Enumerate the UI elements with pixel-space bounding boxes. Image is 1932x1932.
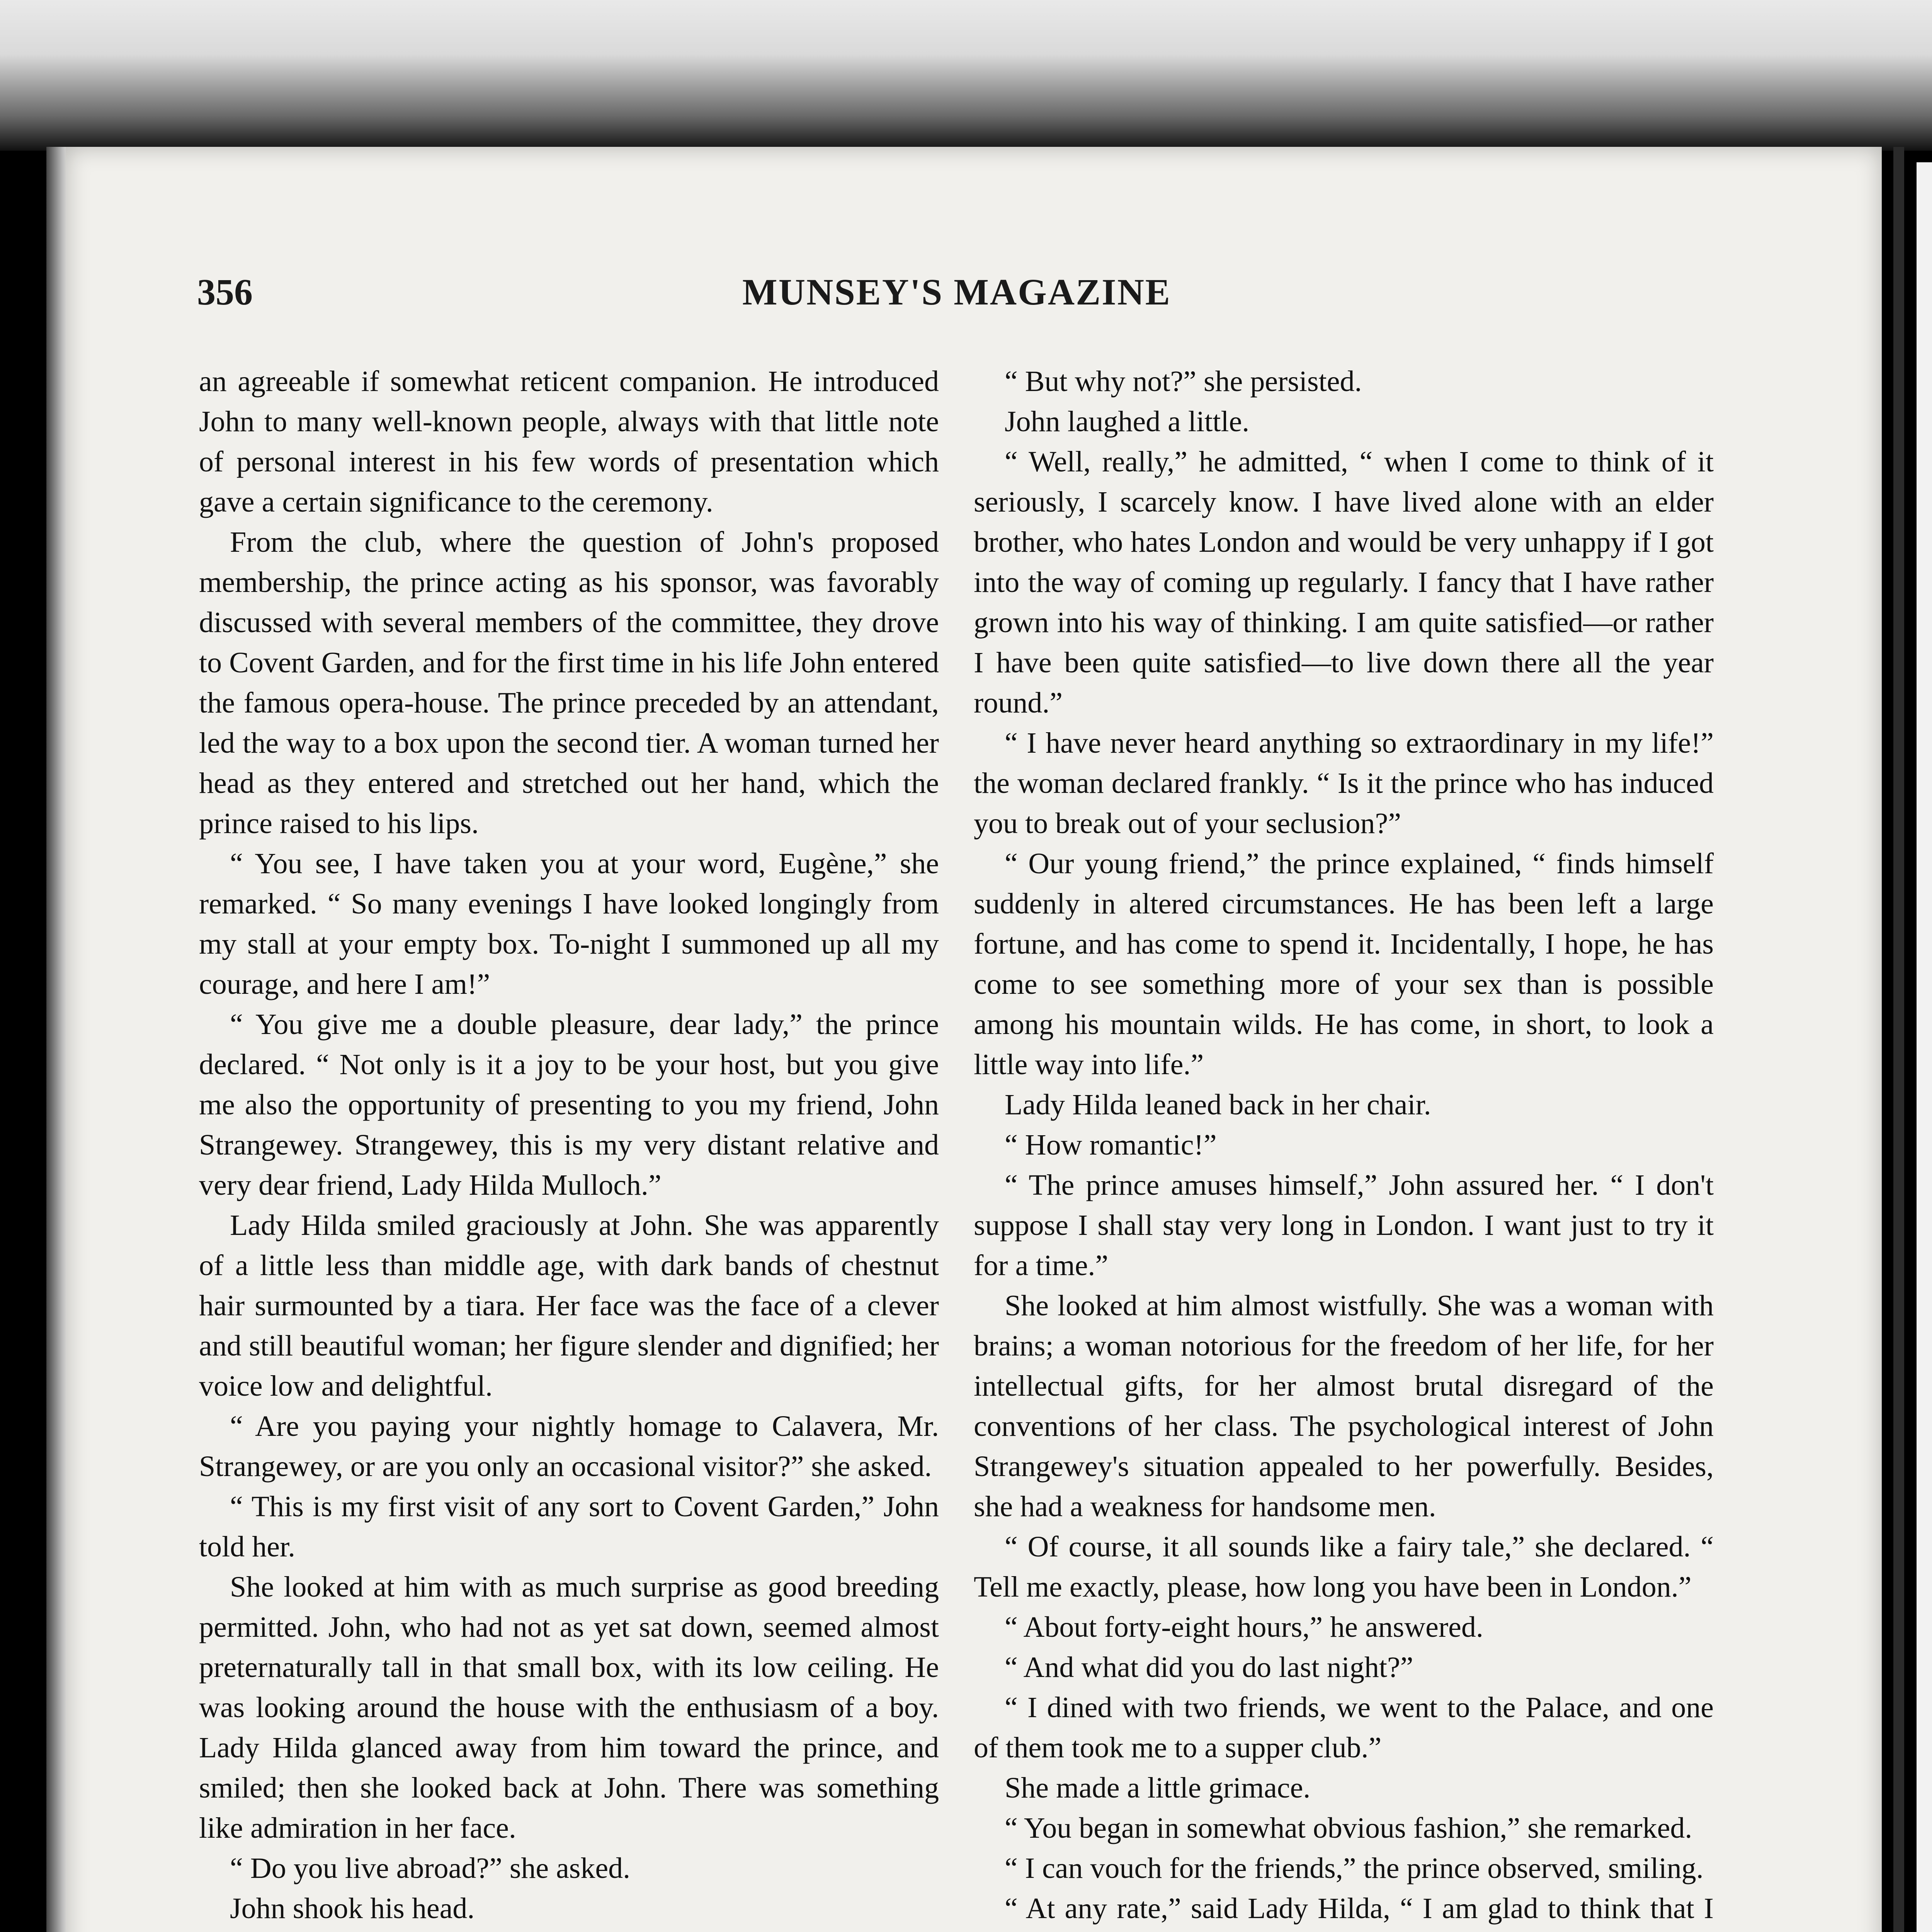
paragraph: “ Are you paying your nightly homage to Calavera, Mr. Strangewey, or are you only an occasional visitor?” she asked. xyxy=(199,1410,939,1483)
running-head xyxy=(0,270,1932,313)
paragraph: John laughed a little. xyxy=(1005,405,1250,438)
page-number: 356 xyxy=(197,271,253,313)
paragraph: “ You began in somewhat obvious fashion,” she remarked. xyxy=(1005,1812,1692,1844)
paragraph: Lady Hilda leaned back in her chair. xyxy=(1005,1088,1431,1121)
paragraph: “ How romantic!” xyxy=(1005,1129,1217,1161)
paragraph: “ And what did you do last night?” xyxy=(1005,1651,1413,1684)
paragraph: John shook his head. xyxy=(230,1892,475,1925)
paragraph: “ Do you live abroad?” she asked. xyxy=(230,1852,631,1884)
paragraph: “ This is my first visit of any sort to Covent Garden,” John told her. xyxy=(199,1490,939,1563)
left-text-column xyxy=(199,361,939,1932)
paragraph xyxy=(199,1929,939,1932)
facing-page-strip xyxy=(1917,162,1932,1932)
paragraph: “ I can vouch for the friends,” the prince observed, smiling. xyxy=(1005,1852,1704,1884)
paragraph: “ I dined with two friends, we went to the Palace, and one of them took me to a supper club.” xyxy=(974,1691,1714,1764)
paragraph: “ The prince amuses himself,” John assured her. “ I don't suppose I shall stay very long in London. I want just to try it for a time.” xyxy=(974,1169,1714,1282)
paragraph: From the club, where the question of John's proposed membership, the prince acting as his sponsor, was favorably discussed with several members of the committee, they drove to Covent Garden, and for the first time in his life John entered the famous opera-house. The prince preceded by an attendant, led the way to a box upon the second tier. A woman turned her head as they entered and stretched out her hand, which the prince raised to his lips. xyxy=(199,526,939,840)
right-text-column xyxy=(974,361,1714,1932)
paragraph: “ About forty-eight hours,” he answered. xyxy=(1005,1611,1483,1643)
scan-top-edge xyxy=(0,0,1932,151)
paragraph: “ But why not?” she persisted. xyxy=(1005,365,1362,398)
magazine-title: MUNSEY'S MAGAZINE xyxy=(742,271,1171,313)
paragraph: “ At any rate,” said Lady Hilda, “ I am glad to think that I xyxy=(1005,1892,1714,1925)
paragraph: “ You see, I have taken you at your word, Eugène,” she remarked. “ So many evenings I have looked longingly from my stall at your empty box. To-night I summoned up all my courage, and here I am!” xyxy=(199,847,939,1000)
paragraph: “ I have never heard anything so extraordinary in my life!” the woman declared frankly. “ Is it the prince who has induced you to break out of your seclusion?” xyxy=(974,727,1714,840)
paragraph: She made a little grimace. xyxy=(1005,1772,1311,1804)
paragraph: “ You give me a double pleasure, dear lady,” the prince declared. “ Not only is it a joy to be your host, but you give me also the opportunity of presenting to you my friend, John Strangewey. Strangewey, this is my very distant relative and very dear friend, Lady Hilda Mulloch.” xyxy=(199,1008,939,1201)
paragraph: “ Of course, it all sounds like a fairy tale,” she declared. “ Tell me exactly, please, how long you have been in London.” xyxy=(974,1531,1714,1603)
paragraph: She looked at him almost wistfully. She was a woman with brains; a woman notorious for the freedom of her life, for her intellectual gifts, for her almost brutal disregard of the conventions of her class. The psychological interest of John Strangewey's situation appealed to her powerfully. Besides, she had a weakness for handsome men. xyxy=(974,1289,1714,1523)
paragraph: an agreeable if somewhat reticent companion. He introduced John to many well-known people, always with that little note of personal interest in his few words of presentation which gave a certain significance to the ceremony. xyxy=(199,365,939,518)
paragraph: “ Well, really,” he admitted, “ when I come to think of it seriously, I scarcely know. I have lived alone with an elder brother, who hates London and would be very unhappy if I got into the way of coming up regularly. I fancy that I have rather grown into his way of thinking. I am quite satisfied—or rather I have been quite satisfied—to live down there all the year round.” xyxy=(974,446,1714,719)
paragraph: “ Our young friend,” the prince explained, “ finds himself suddenly in altered circumstances. He has been left a large fortune, and has come to spend it. Incidentally, I hope, he has come to see something more of your sex than is possible among his mountain wilds. He has come, in short, to look a little way into life.” xyxy=(974,847,1714,1081)
page-spine xyxy=(1893,147,1904,1932)
paragraph: She looked at him with as much surprise as good breeding permitted. John, who had not as yet sat down, seemed almost preternaturally tall in that small box, with its low ceiling. He was looking around the house with the enthusiasm of a boy. Lady Hilda glanced away from him toward the prince, and smiled; then she looked back at John. There was something like admiration in her face. xyxy=(199,1571,939,1844)
paragraph: Lady Hilda smiled graciously at John. She was apparently of a little less than middle age, with dark bands of chestnut hair surmounted by a tiara. Her face was the face of a clever and still beautiful woman; her figure slender and dignified; her voice low and delightful. xyxy=(199,1209,939,1402)
